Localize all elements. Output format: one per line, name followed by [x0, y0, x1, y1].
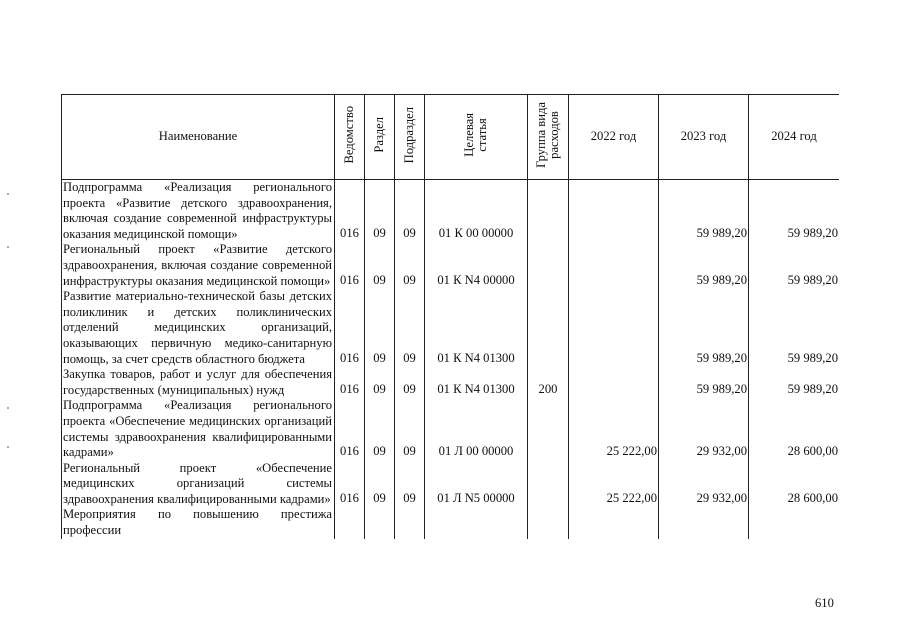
row-podrazdel — [395, 507, 425, 538]
row-razdel: 09 — [365, 180, 395, 243]
row-gruppa: 200 — [528, 367, 569, 398]
row-name: Региональный проект «Обеспечение медицинских организаций системы здравоохранения квалифицированными кадрами» — [62, 461, 335, 508]
row-2023: 59 989,20 — [659, 242, 749, 289]
row-celevaya-statya — [425, 507, 528, 538]
scan-mark — [7, 246, 9, 248]
row-2022 — [569, 367, 659, 398]
row-gruppa — [528, 242, 569, 289]
row-2022: 25 222,00 — [569, 461, 659, 508]
row-2023: 59 989,20 — [659, 289, 749, 367]
row-gruppa — [528, 289, 569, 367]
header-razdel: Раздел — [365, 95, 395, 180]
table-row — [62, 461, 840, 508]
row-name: Подпрограмма «Реализация регионального проекта «Обеспечение медицинских организаций системы здравоохранения квалифицированными кадрами» — [62, 398, 335, 460]
scan-mark — [7, 446, 9, 448]
page-number: 610 — [815, 596, 834, 610]
row-2023: 29 932,00 — [659, 398, 749, 460]
row-vedomstvo: 016 — [335, 242, 365, 289]
row-2023: 59 989,20 — [659, 180, 749, 243]
row-name: Региональный проект «Развитие детского здравоохранения, включая создание современной инфраструктуры оказания медицинской помощи» — [62, 242, 335, 289]
table-row — [62, 367, 840, 398]
header-2022: 2022 год — [569, 95, 659, 180]
row-2023: 59 989,20 — [659, 367, 749, 398]
row-2022 — [569, 507, 659, 538]
table-header-row — [62, 95, 840, 180]
budget-table — [61, 94, 839, 539]
row-2024: 28 600,00 — [749, 461, 840, 508]
row-2022: 25 222,00 — [569, 398, 659, 460]
row-podrazdel: 09 — [395, 180, 425, 243]
row-gruppa — [528, 461, 569, 508]
row-2023 — [659, 507, 749, 538]
row-celevaya-statya: 01 К N4 01300 — [425, 367, 528, 398]
row-podrazdel: 09 — [395, 242, 425, 289]
row-podrazdel: 09 — [395, 289, 425, 367]
row-name: Развитие материально-технической базы детских поликлиник и детских поликлинических отделений медицинских организаций, оказывающих первичную медико-санитарную помощь, за счет средств областного бюджета — [62, 289, 335, 367]
row-razdel: 09 — [365, 461, 395, 508]
row-podrazdel: 09 — [395, 398, 425, 460]
row-2024: 59 989,20 — [749, 180, 840, 243]
row-razdel: 09 — [365, 242, 395, 289]
row-celevaya-statya: 01 К N4 01300 — [425, 289, 528, 367]
row-vedomstvo: 016 — [335, 398, 365, 460]
scan-mark — [7, 407, 9, 409]
row-vedomstvo: 016 — [335, 289, 365, 367]
row-vedomstvo: 016 — [335, 367, 365, 398]
header-name: Наименование — [62, 95, 335, 180]
row-2024: 59 989,20 — [749, 367, 840, 398]
row-razdel: 09 — [365, 289, 395, 367]
row-gruppa — [528, 180, 569, 243]
row-2022 — [569, 242, 659, 289]
row-celevaya-statya: 01 Л N5 00000 — [425, 461, 528, 508]
header-2024: 2024 год — [749, 95, 840, 180]
table-row — [62, 398, 840, 460]
header-2023: 2023 год — [659, 95, 749, 180]
row-2023: 29 932,00 — [659, 461, 749, 508]
row-2022 — [569, 180, 659, 243]
header-vedomstvo: Ведомство — [335, 95, 365, 180]
row-2024 — [749, 507, 840, 538]
row-celevaya-statya: 01 Л 00 00000 — [425, 398, 528, 460]
budget-table-wrapper — [61, 94, 839, 582]
row-vedomstvo: 016 — [335, 461, 365, 508]
row-celevaya-statya: 01 К 00 00000 — [425, 180, 528, 243]
row-podrazdel: 09 — [395, 367, 425, 398]
row-gruppa — [528, 507, 569, 538]
header-podrazdel: Подраздел — [395, 95, 425, 180]
header-celevaya-statya: Целевая статья — [425, 95, 528, 180]
row-vedomstvo — [335, 507, 365, 538]
row-celevaya-statya: 01 К N4 00000 — [425, 242, 528, 289]
row-2024: 59 989,20 — [749, 289, 840, 367]
row-2024: 59 989,20 — [749, 242, 840, 289]
row-name: Мероприятия по повышению престижа профессии — [62, 507, 335, 538]
row-podrazdel: 09 — [395, 461, 425, 508]
row-razdel: 09 — [365, 398, 395, 460]
table-row — [62, 507, 840, 538]
row-gruppa — [528, 398, 569, 460]
table-row — [62, 242, 840, 289]
row-razdel: 09 — [365, 367, 395, 398]
row-2022 — [569, 289, 659, 367]
row-razdel — [365, 507, 395, 538]
row-name: Подпрограмма «Реализация регионального проекта «Развитие детского здравоохранения, включая создание современной инфраструктуры оказания медицинской помощи» — [62, 180, 335, 243]
row-vedomstvo: 016 — [335, 180, 365, 243]
row-2024: 28 600,00 — [749, 398, 840, 460]
table-row — [62, 289, 840, 367]
scan-mark — [7, 193, 9, 195]
header-gruppa-vida-rashodov: Группа вида расходов — [528, 95, 569, 180]
table-row — [62, 180, 840, 243]
row-name: Закупка товаров, работ и услуг для обеспечения государственных (муниципальных) нужд — [62, 367, 335, 398]
